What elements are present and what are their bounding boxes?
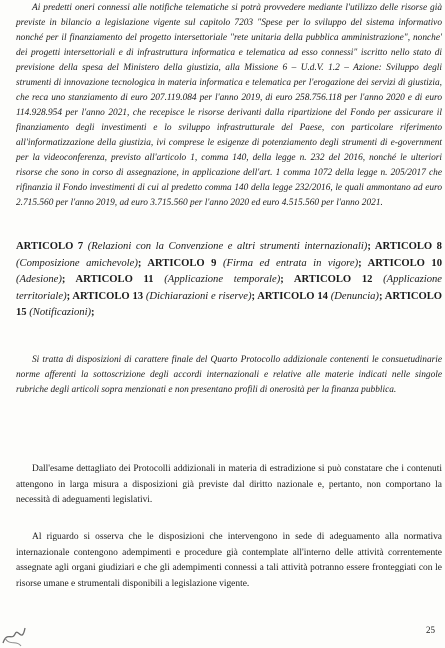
article-14-title: (Denuncia) <box>330 290 379 302</box>
article-12-title: (Applicazione territoriale) <box>16 274 442 302</box>
article-13-title: (Dichiarazioni e riserve) <box>145 290 252 302</box>
article-9-title: (Firma ed entrata in vigore) <box>222 257 359 269</box>
article-7-title: (Relazioni con la Convenzione e altri strumenti internazionali) <box>87 241 368 252</box>
article-15-title: (Notificazioni) <box>29 307 92 318</box>
article-10-title: (Adesione) <box>16 274 62 285</box>
stamp-mark <box>0 617 30 647</box>
article-14-label: ; ARTICOLO 14 <box>251 290 331 302</box>
articles-closing-semicolon: ; <box>91 307 95 318</box>
article-7-label: ARTICOLO 7 <box>16 241 88 252</box>
article-13-label: ; ARTICOLO 13 <box>66 290 146 302</box>
article-9-label: ; ARTICOLO 9 <box>137 257 223 269</box>
paragraph-funding: Ai predetti oneri connessi alle notifiche telematiche si potrà provvedere mediante l'utilizzo delle risorse già previste in bilancio a legislazione vigente sul capitolo 7203 "Spese per lo sviluppo del sistema informativo nonché per il finanziamento del progetto intersettoriale "rete unitaria della pubblica amministrazione", nonche' dei progetti intersettoriali e di infrastruttura informatica e telematica ad esso connessi" iscritto nello stato di previsione della spesa del Ministero della giustizia, alla Missione 6 – U.d.V. 1.2 – Azione: Sviluppo degli strumenti di innovazione tecnologica in materia informatica e telematica per l'erogazione dei servizi di giustizia, che reca uno stanziamento di euro 207.119.084 per l'anno 2019, di euro 258.756.118 per l'anno 2020 e di euro 114.928.954 per l'anno 2021, che recepisce le risorse derivanti dalla ripartizione del Fondo per assicurare il finanziamento degli investimenti e lo sviluppo infrastrutturale del Paese, con particolare riferimento all'informatizzazione della giustizia, ivi comprese le esigenze di potenziamento degli strumenti di e-government per la videoconferenza, previsto all'articolo 1, comma 140, della legge n. 232 del 2016, nonché le ulteriori risorse che sono in corso di assegnazione, in applicazione dell'art. 1 comma 1072 della legge n. 205/2017 che rifinanzia il Fondo investimenti di cui al predetto comma 140 della legge 232/2016, le quali ammontano ad euro 2.715.560 per l'anno 2019, ad euro 3.715.560 per l'anno 2020 ed euro 4.515.560 per l'anno 2021. <box>16 3 442 208</box>
article-8-title: (Composizione amichevole) <box>16 257 138 269</box>
page-number: 25 <box>426 625 435 635</box>
paragraph-final-provisions: Si tratta di disposizioni di carattere finale del Quarto Protocollo addizionale contenenti le consuetudinarie norme afferenti la sottoscrizione degli accordi internazionali e relative alle materie indicati nelle singole rubriche degli articoli sopra menzionati e non presentano profili di onerosità per la finanza pubblica. <box>16 355 442 395</box>
article-10-label: ; ARTICOLO 10 <box>358 257 443 269</box>
paragraph-articles <box>16 239 442 322</box>
article-12-label: ; ARTICOLO 12 <box>280 274 384 285</box>
article-15-label: ; ARTICOLO 15 <box>16 290 443 318</box>
article-11-label: ; ARTICOLO 11 <box>61 274 165 285</box>
paragraph-observation: Al riguardo si osserva che le disposizioni che intervengono in sede di adeguamento alla normativa internazionale contengono adempimenti e procedure già contemplate all'interno delle attività correntemente assegnate agli organi giudiziari e che gli adempimenti connessi a tali attività potranno essere fronteggiati con le risorse umane e strumentali disponibili a legislazione vigente. <box>16 532 442 589</box>
article-11-title: (Applicazione temporale) <box>164 274 281 285</box>
article-8-label: ; ARTICOLO 8 <box>367 241 442 252</box>
paragraph-examination: Dall'esame dettagliato dei Protocolli addizionali in materia di estradizione si può constatare che i contenuti attengono in larga misura a disposizioni già previste dal diritto nazionale e, pertanto, non comportano la necessità di adeguamenti legislativi. <box>16 464 442 505</box>
